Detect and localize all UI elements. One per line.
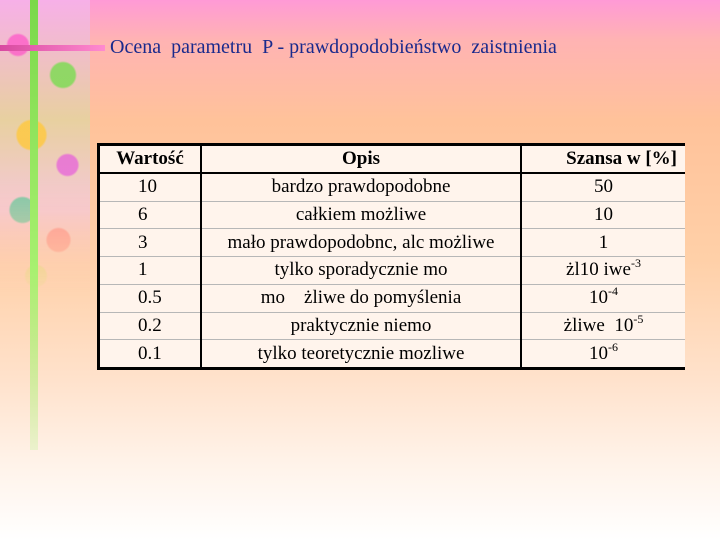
cell-value: 1 bbox=[100, 257, 201, 285]
cell-chance bbox=[521, 173, 685, 201]
chance-base: 1 bbox=[598, 231, 609, 253]
cell-chance bbox=[521, 312, 685, 340]
cell-chance bbox=[521, 284, 685, 312]
cell-description: tylko sporadycznie mo bbox=[201, 257, 521, 285]
chance-base: żliwe 10 bbox=[563, 314, 634, 336]
cell-chance bbox=[521, 257, 685, 285]
table-row bbox=[100, 173, 685, 201]
chance-base: 10 bbox=[594, 204, 613, 226]
table-row bbox=[100, 284, 685, 312]
chance-base: 10 bbox=[589, 287, 608, 309]
header-description: Opis bbox=[201, 146, 521, 173]
cell-description: mało prawdopodobnc, alc możliwe bbox=[201, 229, 521, 257]
cell-description: bardzo prawdopodobne bbox=[201, 173, 521, 201]
chance-base: żl10 iwe bbox=[566, 259, 631, 281]
cell-value: 0.1 bbox=[100, 340, 201, 367]
table-row bbox=[100, 201, 685, 229]
cell-value: 0.5 bbox=[100, 284, 201, 312]
cell-value: 3 bbox=[100, 229, 201, 257]
chance-exponent: -4 bbox=[608, 284, 618, 299]
decorative-vertical-bar bbox=[30, 0, 38, 450]
probability-table bbox=[97, 143, 685, 370]
table-row bbox=[100, 340, 685, 367]
chance-exponent: -3 bbox=[630, 256, 641, 271]
cell-description: mo żliwe do pomyślenia bbox=[201, 284, 521, 312]
header-chance: Szansa w [%] bbox=[521, 146, 685, 173]
cell-description: tylko teoretycznie mozliwe bbox=[201, 340, 521, 367]
cell-chance bbox=[521, 229, 685, 257]
chance-base: 10 bbox=[589, 342, 608, 364]
slide-title: Ocena parametru P - prawdopodobieństwo zaistnienia bbox=[110, 36, 557, 58]
header-value: Wartość bbox=[100, 146, 201, 173]
chance-exponent: -5 bbox=[633, 311, 644, 326]
table-row bbox=[100, 229, 685, 257]
chance-base: 50 bbox=[594, 176, 613, 198]
cell-chance bbox=[521, 201, 685, 229]
decorative-horizontal-bar bbox=[0, 45, 105, 51]
table-row bbox=[100, 312, 685, 340]
cell-value: 10 bbox=[100, 173, 201, 201]
table-row bbox=[100, 257, 685, 285]
table-header-row bbox=[100, 146, 685, 173]
cell-description: praktycznie niemo bbox=[201, 312, 521, 340]
cell-description: całkiem możliwe bbox=[201, 201, 521, 229]
cell-value: 6 bbox=[100, 201, 201, 229]
chance-exponent: -6 bbox=[608, 339, 618, 354]
cell-value: 0.2 bbox=[100, 312, 201, 340]
cell-chance bbox=[521, 340, 685, 367]
